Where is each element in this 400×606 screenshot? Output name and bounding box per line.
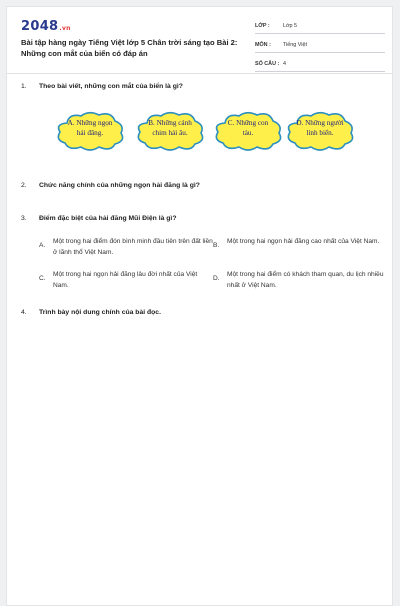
question-text: Theo bài viết, những con mắt của biển là gì? — [39, 83, 183, 90]
cloud-label: D. Những người lính biển. — [296, 119, 344, 137]
option-d[interactable] — [213, 269, 388, 293]
cloud-label: A. Những ngọn hải đăng. — [67, 119, 113, 137]
meta-key: LỚP : — [255, 23, 270, 29]
answer-clouds — [55, 111, 365, 153]
meta-value: Lớp 5 — [283, 23, 298, 29]
meta-key: SỐ CÂU : — [255, 61, 280, 67]
option-c[interactable] — [39, 269, 214, 293]
meta-value: 4 — [283, 61, 286, 67]
cloud-option-a[interactable] — [55, 111, 125, 151]
question-number: 1. — [21, 83, 27, 90]
question-text: Điểm đặc biệt của hải đăng Mũi Điện là gì? — [39, 215, 177, 222]
cloud-option-c[interactable] — [213, 111, 283, 151]
question-text: Trình bày nội dung chính của bài đọc. — [39, 309, 161, 316]
meta-key: MÔN : — [255, 42, 271, 48]
meta-row-count — [255, 57, 385, 72]
header-divider — [7, 73, 392, 74]
question-text: Chức năng chính của những ngọn hải đăng là gì? — [39, 182, 200, 189]
question-2 — [21, 182, 200, 189]
question-1 — [21, 83, 183, 90]
option-text: Một trong hai ngọn hải đăng cao nhất của Việt Nam. — [227, 238, 380, 245]
question-number: 2. — [21, 182, 27, 189]
question-3 — [21, 215, 176, 222]
option-b[interactable] — [213, 236, 388, 260]
option-letter: C. — [39, 275, 46, 282]
cloud-label: B. Những cánh chim hải âu. — [148, 119, 192, 137]
meta-row-grade — [255, 19, 385, 34]
meta-value: Tiếng Việt — [283, 42, 307, 48]
option-text: Một trong hai điểm có khách tham quan, du lịch nhiều nhất ở Việt Nam. — [227, 271, 384, 289]
cloud-option-b[interactable] — [135, 111, 205, 151]
option-text: Một trong hai điểm đón bình minh đầu tiên trên đất liền ở lãnh thổ Việt Nam. — [53, 238, 213, 256]
option-letter: D. — [213, 275, 220, 282]
question-number: 4. — [21, 309, 27, 316]
cloud-option-d[interactable] — [285, 111, 355, 151]
meta-row-subject — [255, 38, 385, 53]
option-letter: A. — [39, 242, 46, 249]
option-a[interactable] — [39, 236, 214, 260]
option-letter: B. — [213, 242, 220, 249]
question-4 — [21, 309, 161, 316]
document-title: Bài tập hàng ngày Tiếng Việt lớp 5 Chân trời sáng tạo Bài 2: Những con mắt của biển có đáp án — [21, 38, 238, 58]
worksheet-page — [6, 6, 393, 606]
question-number: 3. — [21, 215, 27, 222]
cloud-label: C. Những con tàu. — [227, 119, 269, 137]
logo-suffix: .vn — [59, 25, 71, 32]
logo-text: 2048 — [21, 19, 59, 34]
option-text: Một trong hai ngọn hải đăng lâu đời nhất của Việt Nam. — [53, 271, 198, 289]
meta-info — [255, 19, 385, 76]
site-logo[interactable] — [21, 19, 71, 34]
